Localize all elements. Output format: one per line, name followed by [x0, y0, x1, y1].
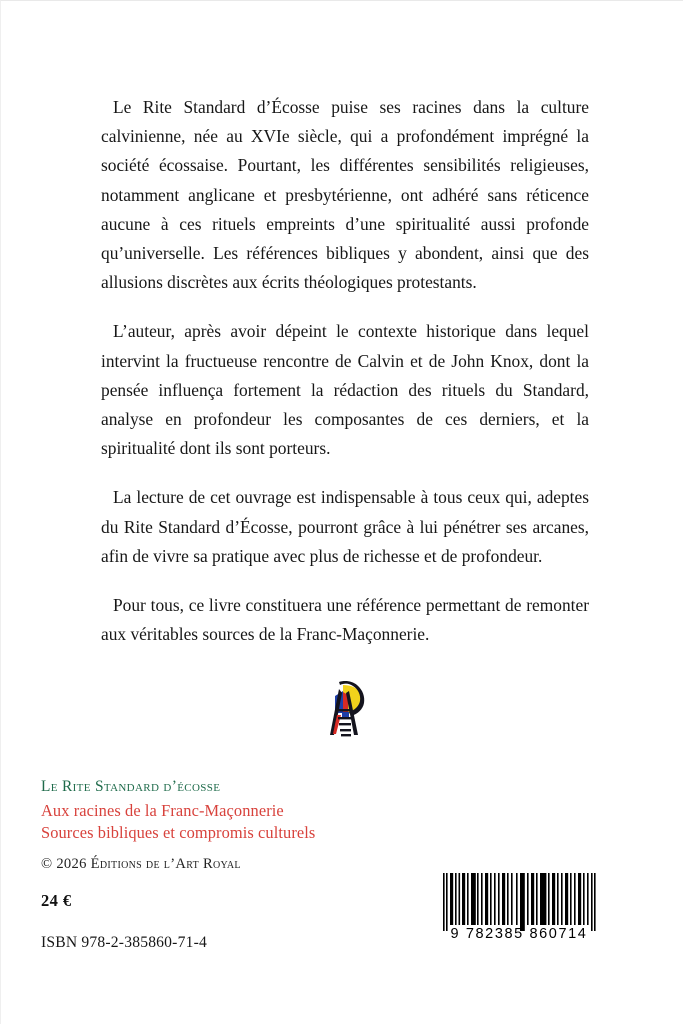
series-title: Le Rite Standard d’écosse: [41, 778, 221, 795]
isbn-label: ISBN 978-2-385860-71-4: [41, 934, 207, 951]
art-royal-logo-icon: [315, 679, 371, 741]
blurb-paragraph: Le Rite Standard d’Écosse puise ses racines dans la culture calvinienne, née au XVIe siècle, qui a profondément imprégné la société écossaise. Pourtant, les différentes sensibilités religieuses, notamment anglicane et presbytérienne, ont adhéré sans réticence aucune à ces rituels empreints d’une spiritualité aussi profonde qu’universelle. Les références bibliques y abondent, ainsi que des allusions discrètes aux écrits théologiques protestants.: [101, 97, 589, 293]
copyright-line: © 2026 Éditions de l’Art Royal: [41, 856, 241, 873]
subtitle-line-2: Sources bibliques et compromis culturels: [41, 822, 316, 842]
publisher-logo-container: [1, 679, 683, 741]
price-label: 24 €: [41, 891, 72, 910]
blurb-text: [101, 93, 589, 649]
colophon-block: [41, 776, 561, 874]
subtitle-line-1: Aux racines de la Franc-Maçonnerie: [41, 801, 284, 820]
barcode-digits: 9 782385 860714: [450, 926, 588, 942]
blurb-paragraph: L’auteur, après avoir dépeint le contexte historique dans lequel intervint la fructueuse rencontre de Calvin et de John Knox, dont la pensée influença fortement la rédaction des rituels du Standard, analyse en profondeur les composantes de ces derniers, et la spiritualité dont ils sont porteurs.: [101, 321, 589, 459]
blurb-paragraph: La lecture de cet ouvrage est indispensable à tous ceux qui, adeptes du Rite Standard d’Écosse, pourront grâce à lui pénétrer ses arcanes, afin de vivre sa pratique avec plus de richesse et de profondeur.: [101, 487, 589, 566]
blurb-paragraph: Pour tous, ce livre constituera une référence permettant de remonter aux véritables sources de la Franc-Maçonnerie.: [101, 595, 589, 645]
